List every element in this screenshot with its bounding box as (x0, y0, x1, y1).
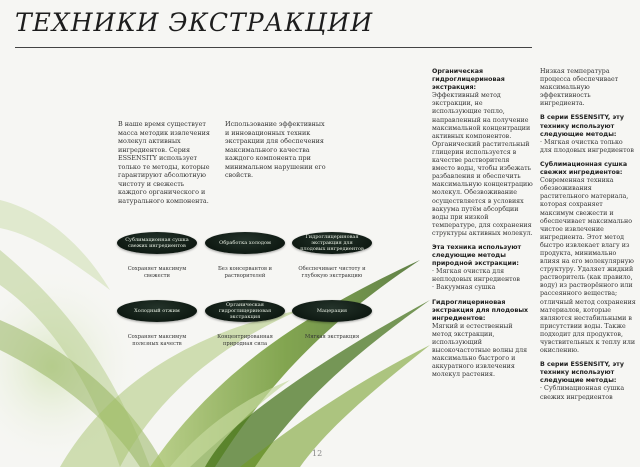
method-name: Холодный отжим (134, 308, 180, 314)
list-item: · Мягкая очистка только для плодовых ингредиентов (540, 138, 634, 154)
method-name: Гидроглицериновая экстракция для плодовых ингредиентов (300, 234, 364, 252)
method-pill-freeze-drying (117, 232, 197, 254)
method-name: Сублимационная сушка свежих ингредиентов (125, 237, 189, 249)
method-pill-hydroglycerin-fruit (292, 232, 372, 254)
section-body: Эффективный метод экстракции, не использующие тепло, направленный на получение максимальной концентрации активных компонентов. Органический растительный глицерин используется в качестве растворителя вместо воды, чтобы избежать разбавления и обеспечить максимальную концентрацию молекул. Обезвоживание осуществляется в условиях вакуума путём абсорбции воды при низкой температуре, для сохранения структуры активных молекул. (432, 92, 533, 237)
section-heading: Сублимационная сушка свежих ингредиентов: (540, 160, 628, 177)
section-body: Современная техника обезвоживания растительного материала, которая сохраняет максимум свежести и обеспечивает максимально чистое извлечение ингредиента. Этот метод быстро извлекает влагу из продукта, минимально влияя на его молекулярную структуру. Удаляет жидкий растворитель (как правило, воду) из растворённого или рассеянного вещества; отличный метод сохранения материалов, которые являются нестабильными в присутствии воды. Также подходит для продуктов, чувствительных к теплу или окислению. (540, 177, 636, 355)
section-heading: Гидроглицериновая экстракция для плодовых ингредиентов: (432, 298, 529, 322)
section-body: Низкая температура процесса обеспечивает максимальную эффективность ингредиента. (540, 68, 619, 108)
page-number: 12 (312, 449, 323, 458)
method-name: Обработка холодом (219, 240, 271, 246)
method-name: Органическая гидроглицериновая экстракция (218, 302, 272, 320)
list-item: · Мягкая очистка для неплодовых ингредиентов (432, 268, 520, 284)
method-name: Мацерация (316, 308, 348, 314)
section-heading: В серии ESSENSITY, эту технику используют следующие методы: (540, 114, 624, 138)
method-pill-maceration (292, 300, 372, 322)
method-pill-cold-press (117, 300, 197, 322)
method-caption: Концентрированная природная сила (217, 334, 273, 347)
section-heading: В серии ESSENSITY, эту технику используют следующие методы: (540, 361, 624, 385)
method-pill-organic-hydroglycerin (205, 300, 285, 322)
section-heading: Органическая гидроглицериновая экстракция: (432, 68, 505, 92)
text-column-1 (432, 68, 534, 385)
list-item: · Вакуумная сушка (432, 284, 496, 292)
intro-right-text: Использование эффективных и инновационных техник экстракции для обеспечения максимального качества каждого компонента при минимальном нарушении его свойств. (225, 120, 326, 179)
text-column-2 (540, 68, 636, 408)
title-divider (15, 47, 532, 48)
method-caption: Сохраняет максимум полезных качеств (127, 334, 187, 347)
list-item: · Сублимационная сушка свежих ингредиентов (540, 385, 625, 401)
section-body: Мягкий и естественный метод экстракции, использующий высокочастотные волны для максимально быстрого и аккуратного извлечения молекул растения. (432, 322, 528, 379)
method-caption: Обеспечивает чистоту и глубокую экстракцию (298, 266, 366, 279)
method-caption: Мягкая экстракция (304, 334, 360, 340)
section-heading: Эта техника используют следующие методы природной экстракции: (432, 243, 522, 268)
method-caption: Без консервантов и растворителей (218, 266, 272, 279)
method-caption: Сохраняет максимум свежести (127, 266, 187, 279)
intro-left-text: В наше время существует масса методик извлечения молекул активных ингредиентов. Серия ESSENSITY использует только те методы, которые гарантируют абсолютную чистоту и свежесть каждого органического и натурального компонента. (118, 120, 210, 205)
method-pill-cold-processing (205, 232, 285, 254)
page-title: ТЕХНИКИ ЭКСТРАКЦИИ (15, 8, 374, 37)
